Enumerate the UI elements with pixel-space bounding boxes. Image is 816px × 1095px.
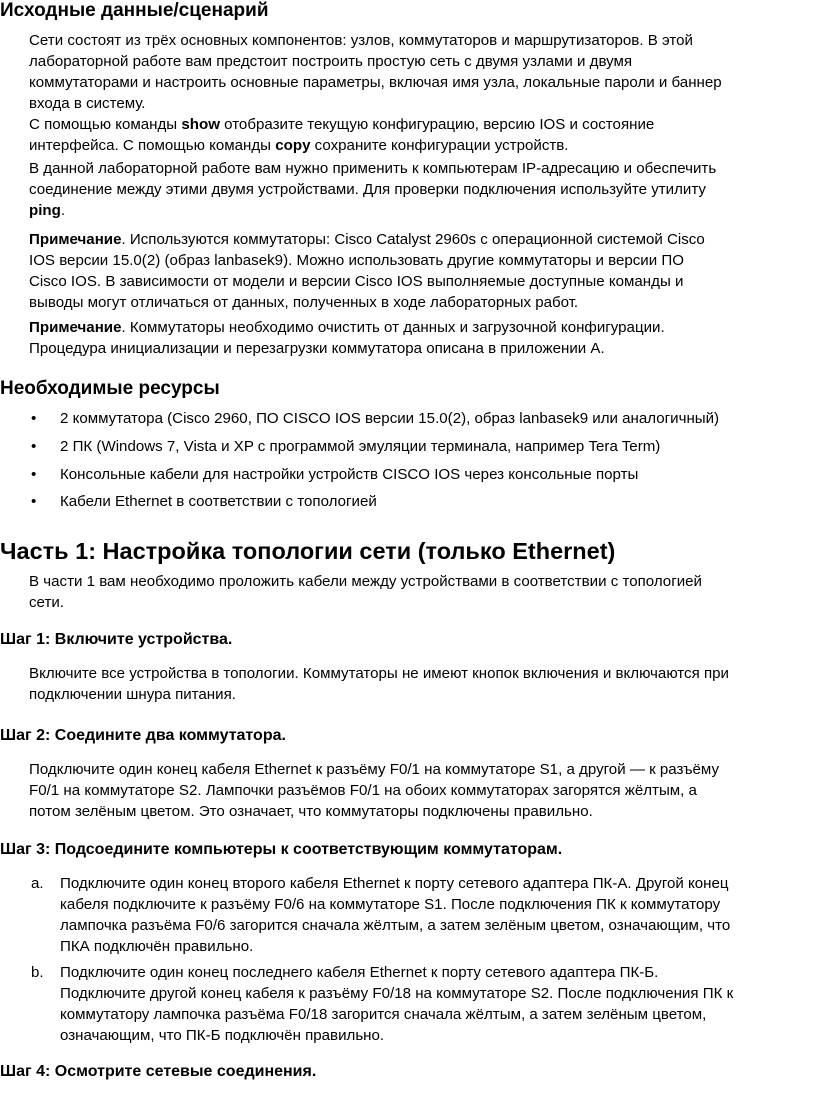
text-run: . [60,202,66,219]
part1-intro [29,571,815,613]
text-line: лабораторной работе вам предстоит построить простую сеть с двумя узлами и двумя [29,53,633,70]
text-run: . Используются коммутаторы: Cisco Catalyst 2960s с операционной системой Cisco [121,231,705,248]
text-run: С помощью команды [29,116,182,133]
list-item-text: 2 коммутатора (Cisco 2960, ПО CISCO IOS версии 15.0(2), образ lanbasek9 или аналогичный) [60,410,720,427]
list-item-text [60,873,812,957]
text-line: Сети состоят из трёх основных компонентов: узлов, коммутаторов и маршрутизаторов. В этой [29,32,693,49]
step1-heading: Шаг 1: Включите устройства. [0,631,233,648]
text-line: соединение между этими двумя устройствами. Для проверки подключения используйте утилиту [29,181,706,198]
text-line: входа в систему. [29,95,146,112]
text-line: В данной лабораторной работе вам нужно применить к компьютерам IP-адресацию и обеспечить [29,160,717,177]
bullet-glyph: • [31,410,37,427]
note-1 [29,229,815,313]
text-line: Подключите другой конец кабеля к разъёму F0/18 на коммутаторе S2. После подключения ПК к [60,985,734,1002]
list-item-text: Кабели Ethernet в соответствии с топологией [60,493,377,510]
text-line: Cisco IOS. В зависимости от модели и версии Cisco IOS выполняемые доступные команды и [29,273,684,290]
text-line [29,200,815,221]
command-show: show [181,116,220,133]
text-line: кабеля подключите к разъёму F0/6 на коммутаторе S1. После подключения ПК к коммутатору [60,896,721,913]
text-line: сети. [29,594,64,611]
text-line: F0/1 на коммутаторе S2. Лампочки разъёмов F0/1 на обоих коммутаторах загорятся жёлтым, а [29,782,697,799]
step2-heading: Шаг 2: Соедините два коммутатора. [0,727,286,744]
text-line [29,229,815,250]
part1-heading: Часть 1: Настройка топологии сети (только Ethernet) [0,538,616,564]
text-line: коммутатору лампочка разъёма F0/18 загорится сначала жёлтым, а затем зелёным цветом, [60,1006,707,1023]
text-line: коммутаторами и настроить основные параметры, включая имя узла, локальные пароли и баннер [29,74,722,91]
text-run: интерфейса. С помощью команды [29,137,276,154]
step4-heading: Шаг 4: Осмотрите сетевые соединения. [0,1063,317,1080]
resources-heading: Необходимые ресурсы [0,378,220,399]
text-line [29,135,815,156]
text-line: IOS версии 15.0(2) (образ lanbasek9). Можно использовать другие коммутаторы и версии ПО [29,252,684,269]
list-item-text: Консольные кабели для настройки устройств CISCO IOS через консольные порты [60,466,639,483]
note-2 [29,317,815,359]
text-line [29,317,815,338]
item-marker: b. [31,964,44,981]
command-copy: copy [275,137,311,154]
text-run: отобразите текущую конфигурацию, версию IOS и состояние [219,116,655,133]
note-label: Примечание [29,319,122,336]
scenario-paragraph-3 [29,158,815,221]
text-line: Подключите один конец кабеля Ethernet к разъёму F0/1 на коммутаторе S1, а другой — к разъёму [29,761,720,778]
bullet-glyph: • [31,438,37,455]
text-run: . Коммутаторы необходимо очистить от данных и загрузочной конфигурации. [121,319,665,336]
list-item-text: 2 ПК (Windows 7, Vista и XP с программой эмуляции терминала, например Tera Term) [60,438,661,455]
step2-text [29,759,815,822]
text-line: потом зелёным цветом. Это означает, что коммутаторы подключены правильно. [29,803,593,820]
command-ping: ping [29,202,61,219]
text-line [29,114,815,135]
text-line: Включите все устройства в топологии. Коммутаторы не имеют кнопок включения и включаются при [29,665,729,682]
text-run: сохраните конфигурации устройств. [310,137,569,154]
text-line: Подключите один конец последнего кабеля Ethernet к порту сетевого адаптера ПК-Б. [60,964,659,981]
text-line: ПКА подключён правильно. [60,938,254,955]
scenario-heading: Исходные данные/сценарий [0,0,269,21]
text-line: Подключите один конец второго кабеля Ethernet к порту сетевого адаптера ПК-А. Другой конец [60,875,729,892]
text-line: выводы могут отличаться от данных, полученных в ходе лабораторных работ. [29,294,579,311]
text-line: означающим, что ПК-Б подключён правильно. [60,1027,385,1044]
text-line: В части 1 вам необходимо проложить кабели между устройствами в соответствии с топологией [29,573,702,590]
scenario-paragraph-1 [29,30,815,156]
bullet-glyph: • [31,466,37,483]
list-item-text [60,962,812,1046]
text-line: лампочка разъёма F0/6 загорится сначала жёлтым, а затем зелёным цветом, означающим, что [60,917,731,934]
step3-heading: Шаг 3: Подсоедините компьютеры к соответствующим коммутаторам. [0,841,563,858]
bullet-glyph: • [31,493,37,510]
text-line: подключении шнура питания. [29,686,236,703]
step1-text [29,663,815,705]
item-marker: a. [31,875,44,892]
note-label: Примечание [29,231,122,248]
text-line: Процедура инициализации и перезагрузки коммутатора описана в приложении А. [29,340,605,357]
